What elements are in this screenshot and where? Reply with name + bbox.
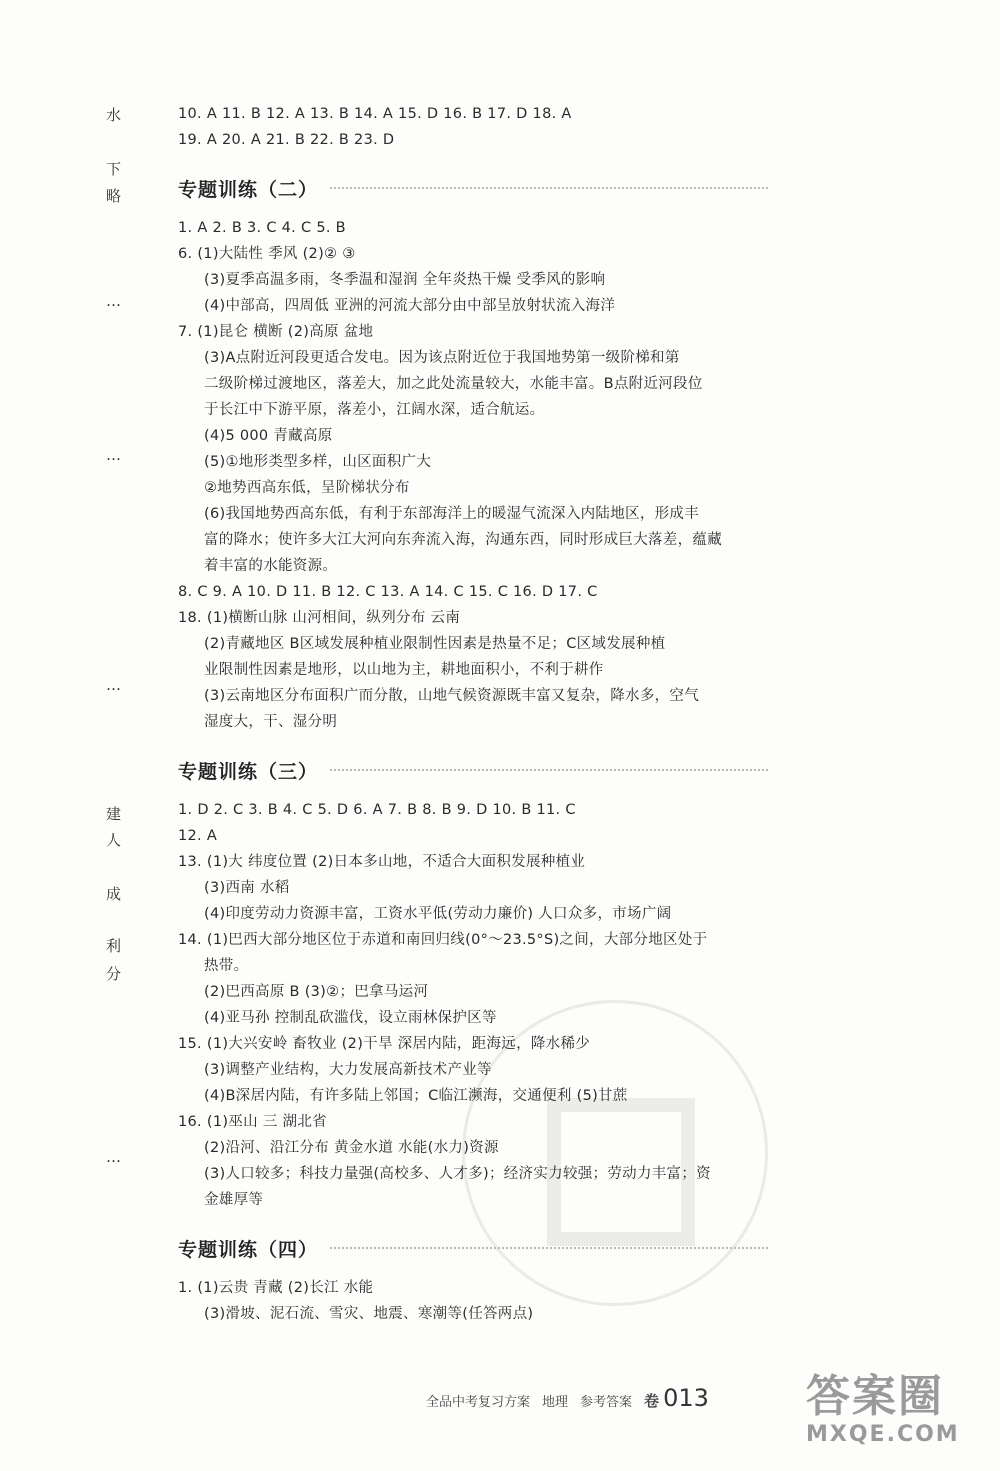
answer-line: (2)青藏地区 B区域发展种植业限制性因素是热量不足；C区域发展种植 [204,636,666,652]
footer-series: 全品中考复习方案 [426,1395,531,1410]
answer-line: (3)滑坡、泥石流、雪灾、地震、寒潮等(任答两点) [204,1306,534,1322]
page-number: 013 [663,1384,709,1412]
footer-kind: 参考答案 [580,1395,633,1410]
footer-volume: 卷 [644,1392,660,1410]
section-4-lines [178,1275,768,1327]
answer-line: 14. (1)巴西大部分地区位于赤道和南回归线(0°～23.5°S)之间，大部分地区处于 [178,932,708,948]
section-title: 专题训练（三） [178,760,319,783]
dotted-rule [330,1247,768,1249]
answer-line: (4)亚马孙 控制乱砍滥伐，设立雨林保护区等 [204,1010,497,1026]
section-title: 专题训练（二） [178,178,319,201]
answer-line: 18. (1)横断山脉 山河相间，纵列分布 云南 [178,610,461,626]
answer-line: 1. A 2. B 3. C 4. C 5. B [178,220,346,236]
answer-line: 富的降水；使许多大江大河向东奔流入海，沟通东西，同时形成巨大落差，蕴藏 [204,532,722,548]
dotted-rule [330,769,768,771]
section-header-4 [178,1231,768,1265]
margin-char: 人 [106,831,122,849]
margin-char: 建 [106,805,122,823]
margin-char: … [106,676,121,694]
answer-line: (3)调整产业结构，大力发展高新技术产业等 [204,1062,492,1078]
site-watermark [806,1372,976,1462]
answer-line: 13. (1)大 纬度位置 (2)日本多山地，不适合大面积发展种植业 [178,854,586,870]
answer-line: 12. A [178,828,218,844]
answer-line: 1. (1)云贵 青藏 (2)长江 水能 [178,1280,374,1296]
answer-line: (2)巴西高原 B (3)②；巴拿马运河 [204,984,429,1000]
answer-line: (4)中部高，四周低 亚洲的河流大部分由中部呈放射状流入海洋 [204,298,616,314]
answer-line: (3)A点附近河段更适合发电。因为该点附近位于我国地势第一级阶梯和第 [204,350,680,366]
answer-line: 15. (1)大兴安岭 畜牧业 (2)干旱 深居内陆，距海远，降水稀少 [178,1036,591,1052]
margin-char: 分 [106,965,122,983]
answer-line: 二级阶梯过渡地区，落差大，加之此处流量较大，水能丰富。B点附近河段位 [204,376,703,392]
section-title: 专题训练（四） [178,1238,319,1261]
margin-char: 略 [106,187,122,205]
answer-line: (6)我国地势西高东低，有利于东部海洋上的暖湿气流深入内陆地区，形成丰 [204,506,700,522]
answer-content [178,101,768,1327]
answer-line: (2)沿河、沿江分布 黄金水道 水能(水力)资源 [204,1140,499,1156]
answer-line: (3)夏季高温多雨，冬季温和湿润 全年炎热干燥 受季风的影响 [204,272,606,288]
answer-line: (3)人口较多；科技力量强(高校多、人才多)；经济实力较强；劳动力丰富；资 [204,1166,711,1182]
margin-char: 水 [106,106,122,124]
section-2-lines [178,215,768,735]
answer-line: 19. A 20. A 21. B 22. B 23. D [178,132,395,148]
answer-line: 8. C 9. A 10. D 11. B 12. C 13. A 14. C 15. C 16. D 17. C [178,584,598,600]
margin-char: … [106,446,121,464]
section-header-3 [178,753,768,787]
margin-char: 利 [106,937,122,955]
page-footer [426,1384,709,1414]
answer-line: 湿度大，干、湿分明 [204,714,338,730]
answer-line: 6. (1)大陆性 季风 (2)② ③ [178,246,356,262]
section-header-2 [178,171,768,205]
answer-line: (3)西南 水稻 [204,880,290,896]
watermark-url: MXQE.COM [806,1422,960,1447]
answer-line: 于长江中下游平原，落差小，江阔水深，适合航运。 [204,402,545,418]
margin-char: 下 [106,160,122,178]
answer-line: (4)5 000 青藏高原 [204,428,333,444]
answer-line: 金雄厚等 [204,1192,264,1208]
answer-line: ②地势西高东低，呈阶梯状分布 [204,480,410,496]
answer-line: (5)①地形类型多样，山区面积广大 [204,454,432,470]
answer-line: 1. D 2. C 3. B 4. C 5. D 6. A 7. B 8. B 9. D 10. B 11. C [178,802,576,818]
answer-line: 10. A 11. B 12. A 13. B 14. A 15. D 16. B 17. D 18. A [178,106,572,122]
answer-line: 着丰富的水能资源。 [204,558,338,574]
dotted-rule [330,187,768,189]
footer-subject: 地理 [542,1395,569,1410]
answer-line: (4)印度劳动力资源丰富，工资水平低(劳动力廉价) 人口众多，市场广阔 [204,906,672,922]
answer-line: 业限制性因素是地形，以山地为主，耕地面积小，不利于耕作 [204,662,604,678]
answer-line: 7. (1)昆仑 横断 (2)高原 盆地 [178,324,374,340]
margin-char: 成 [106,885,122,903]
answer-line: (3)云南地区分布面积广而分散，山地气候资源既丰富又复杂，降水多，空气 [204,688,700,704]
margin-char: … [106,292,121,310]
answer-line: 热带。 [204,958,249,974]
answer-line: 16. (1)巫山 三 湖北省 [178,1114,327,1130]
watermark-logo-text: 答案圈 [806,1371,944,1422]
answer-line: (4)B深居内陆，有许多陆上邻国；C临江濒海，交通便利 (5)甘蔗 [204,1088,628,1104]
section-3-lines [178,797,768,1213]
margin-char: … [106,1148,121,1166]
